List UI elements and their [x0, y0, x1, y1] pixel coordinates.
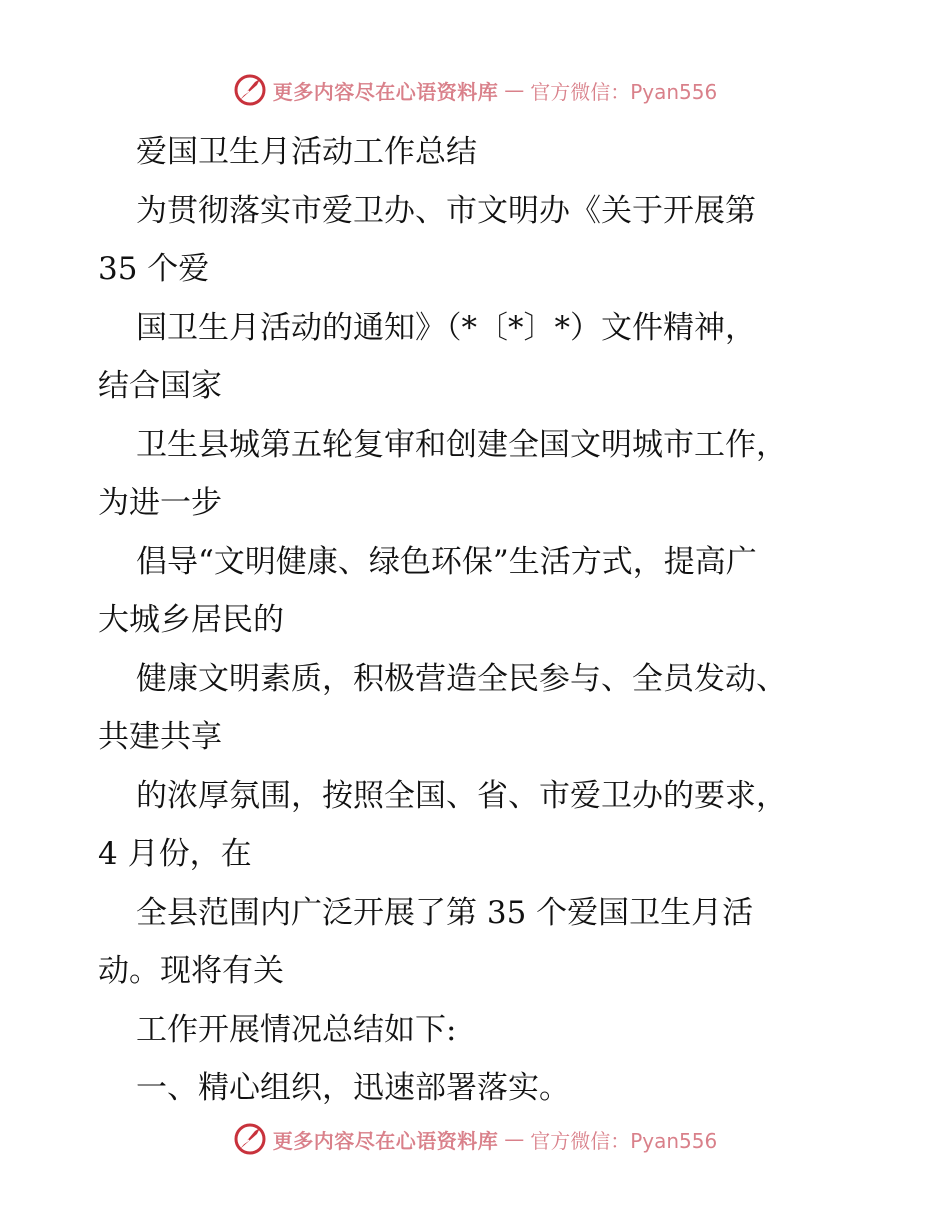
paragraph-line: 动。现将有关 [98, 953, 284, 989]
paragraph-line: 国卫生月活动的通知》（*〔*〕*）文件精神， [136, 309, 756, 346]
paragraph-line: 结合国家 [98, 368, 222, 404]
paragraph-line: 大城乡居民的 [98, 602, 284, 638]
paragraph-line: 工作开展情况总结如下: [136, 1011, 457, 1048]
watermark-separator: — [504, 1127, 525, 1151]
paragraph-line: 卫生县城第五轮复审和创建全国文明城市工作， [136, 426, 787, 463]
header-watermark [0, 70, 950, 110]
paragraph-line: 为贯彻落实市爱卫办、市文明办《关于开展第 [136, 192, 756, 229]
watermark-text: 更多内容尽在心语资料库 [272, 79, 499, 104]
paragraph-line: 健康文明素质，积极营造全民参与、全员发动、 [136, 660, 787, 697]
quill-pen-circle-logo-icon [233, 73, 267, 107]
watermark-wechat: 官方微信：Pyan556 [530, 1128, 718, 1153]
paragraph-line: 倡导“文明健康、绿色环保”生活方式，提高广 [136, 543, 757, 580]
watermark-text: 更多内容尽在心语资料库 [272, 1128, 499, 1153]
document-body [98, 123, 858, 1118]
paragraph-line: 为进一步 [98, 485, 222, 521]
footer-watermark [0, 1119, 950, 1159]
paragraph-line: 全县范围内广泛开展了第 35 个爱国卫生月活 [136, 894, 754, 931]
watermark-separator: — [504, 78, 525, 102]
watermark-wechat: 官方微信：Pyan556 [530, 79, 718, 104]
document-title: 爱国卫生月活动工作总结 [136, 134, 477, 170]
paragraph-line: 共建共享 [98, 719, 222, 755]
paragraph-line: 的浓厚氛围，按照全国、省、市爱卫办的要求， [136, 777, 787, 814]
paragraph-line: 35 个爱 [98, 251, 210, 287]
paragraph-line: 4 月份，在 [98, 836, 252, 872]
section-heading: 一、精心组织，迅速部署落实。 [136, 1070, 570, 1106]
quill-pen-circle-logo-icon [233, 1122, 267, 1156]
